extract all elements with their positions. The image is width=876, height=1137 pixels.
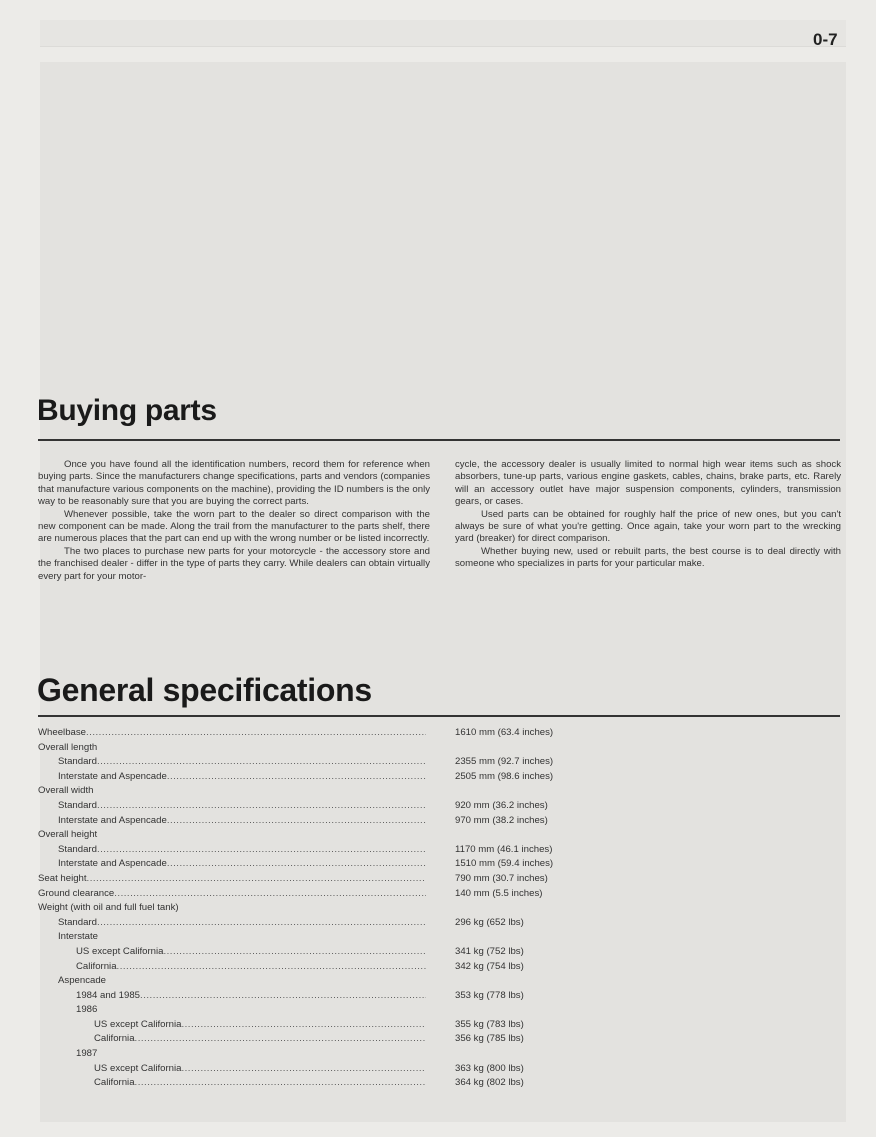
leader-dots [97, 755, 426, 770]
spec-label [38, 741, 426, 756]
spec-row [38, 960, 598, 975]
spec-label [38, 945, 426, 960]
spec-label-text: Aspencade [58, 975, 107, 987]
leader-dots [167, 857, 426, 872]
spec-value: 353 kg (778 lbs) [455, 989, 524, 1001]
leader-dots [97, 799, 426, 814]
paragraph: cycle, the accessory dealer is usually limited to normal high wear items such as shock absorbers, tune-up parts, various engine gaskets, cables, chains, brake parts, etc. Rarely will an accessory outlet have major suspension components, cylinders, transmission gears, or cases. [455, 459, 841, 508]
page-number: 0-7 [813, 30, 838, 49]
buying-parts-heading: Buying parts [37, 394, 217, 427]
spec-label [38, 960, 426, 975]
spec-row [38, 930, 598, 945]
spec-label-text: Interstate and Aspencade [58, 770, 167, 782]
spec-row [38, 945, 598, 960]
leader-dots [97, 916, 426, 931]
spec-row [38, 887, 598, 902]
spec-value: 363 kg (800 lbs) [455, 1062, 524, 1074]
leader-dots [86, 726, 426, 741]
leader-dots [117, 960, 426, 975]
spec-label [38, 916, 426, 931]
spec-value: 1170 mm (46.1 inches) [455, 843, 553, 855]
spec-label-text: Standard [58, 756, 97, 768]
paragraph: Once you have found all the identification numbers, record them for reference when buying parts. Since the manufacturers change specifications, parts and vendors (companies that manufacture various components on the machine), providing the ID numbers is the only way to be reasonably sure that you are buying the correct parts. [38, 459, 430, 508]
leader-dots [181, 1062, 426, 1077]
spec-label-text: Interstate and Aspencade [58, 814, 167, 826]
leader-dots [135, 1076, 426, 1091]
spec-label-text: 1984 and 1985 [76, 989, 141, 1001]
spec-value: 920 mm (36.2 inches) [455, 799, 548, 811]
spec-label [38, 1032, 426, 1047]
spec-value: 2505 mm (98.6 inches) [455, 770, 554, 782]
spec-row [38, 989, 598, 1004]
leader-dots [181, 1018, 426, 1033]
leader-dots [167, 770, 426, 785]
spec-row [38, 843, 598, 858]
spec-label [38, 989, 426, 1004]
spec-value: 341 kg (752 lbs) [455, 945, 524, 957]
spec-label [38, 1062, 426, 1077]
spec-label-text: Interstate and Aspencade [58, 858, 167, 870]
spec-row [38, 1062, 598, 1077]
spec-label [38, 1076, 426, 1091]
leader-dots [97, 843, 426, 858]
spec-row [38, 726, 598, 741]
spec-label-text: 1986 [76, 1004, 98, 1016]
spec-row [38, 741, 598, 756]
spec-row [38, 814, 598, 829]
spec-label-text: Seat height [38, 872, 87, 884]
spec-label [38, 843, 426, 858]
paragraph: The two places to purchase new parts for your motorcycle - the accessory store and the franchised dealer - differ in the type of parts they carry. While dealers can obtain virtually every part for your motor- [38, 545, 430, 582]
spec-label-text: Wheelbase [38, 727, 86, 738]
spec-row [38, 1003, 598, 1018]
spec-value: 790 mm (30.7 inches) [455, 872, 548, 884]
spec-value: 1610 mm (63.4 inches) [455, 727, 554, 738]
spec-row [38, 828, 598, 843]
spec-value: 296 kg (652 lbs) [455, 916, 524, 928]
show-through-header-band [40, 20, 846, 47]
leader-dots [163, 945, 426, 960]
leader-dots [167, 814, 426, 829]
spec-label-text: Standard [58, 799, 97, 811]
heading-rule [38, 715, 840, 717]
spec-row [38, 872, 598, 887]
spec-value: 342 kg (754 lbs) [455, 960, 524, 972]
spec-label-text: Weight (with oil and full fuel tank) [38, 902, 179, 914]
spec-row [38, 857, 598, 872]
spec-value: 355 kg (783 lbs) [455, 1018, 524, 1030]
spec-label [38, 857, 426, 872]
spec-row [38, 755, 598, 770]
spec-label-text: Overall width [38, 785, 94, 797]
spec-row [38, 799, 598, 814]
paragraph: Whether buying new, used or rebuilt parts, the best course is to deal directly with someone who specializes in parts for your particular make. [455, 545, 841, 570]
leader-dots [114, 887, 426, 902]
paragraph: Whenever possible, take the worn part to the dealer so direct comparison with the new component can be made. Along the trail from the manufacturer to the parts shelf, there are numerous places that the part can end up with the wrong number or be listed incorrectly. [38, 508, 430, 545]
spec-label [38, 814, 426, 829]
spec-label [38, 1003, 426, 1018]
spec-label [38, 887, 426, 902]
spec-label-text: US except California [76, 945, 164, 957]
leader-dots [135, 1032, 426, 1047]
spec-row [38, 1076, 598, 1091]
spec-value: 140 mm (5.5 inches) [455, 887, 543, 899]
specifications-table [38, 726, 598, 1091]
spec-value: 2355 mm (92.7 inches) [455, 756, 554, 768]
spec-value: 1510 mm (59.4 inches) [455, 858, 554, 870]
spec-label [38, 784, 426, 799]
spec-row [38, 916, 598, 931]
spec-row [38, 1018, 598, 1033]
spec-label-text: Overall length [38, 741, 98, 753]
spec-row [38, 901, 598, 916]
spec-row [38, 1032, 598, 1047]
spec-value: 356 kg (785 lbs) [455, 1033, 524, 1045]
spec-label [38, 799, 426, 814]
spec-label [38, 901, 426, 916]
spec-label [38, 1047, 426, 1062]
spec-label-text: California [94, 1033, 135, 1045]
spec-row [38, 1047, 598, 1062]
spec-label-text: US except California [94, 1018, 182, 1030]
spec-label [38, 872, 426, 887]
spec-label-text: Standard [58, 843, 97, 855]
leader-dots [140, 989, 426, 1004]
spec-label-text: US except California [94, 1062, 182, 1074]
spec-row [38, 770, 598, 785]
spec-value: 970 mm (38.2 inches) [455, 814, 548, 826]
spec-label-text: California [94, 1077, 135, 1089]
spec-label [38, 755, 426, 770]
buying-parts-right-column [455, 459, 841, 571]
spec-label-text: Ground clearance [38, 887, 115, 899]
spec-label [38, 828, 426, 843]
spec-row [38, 974, 598, 989]
spec-value: 364 kg (802 lbs) [455, 1077, 524, 1089]
leader-dots [87, 872, 426, 887]
heading-rule [38, 439, 840, 441]
spec-label [38, 726, 426, 741]
spec-row [38, 784, 598, 799]
spec-label-text: California [76, 960, 117, 972]
spec-label-text: Interstate [58, 931, 98, 943]
spec-label [38, 770, 426, 785]
spec-label [38, 930, 426, 945]
buying-parts-left-column [38, 459, 430, 583]
spec-label [38, 1018, 426, 1033]
spec-label-text: 1987 [76, 1048, 98, 1060]
spec-label [38, 974, 426, 989]
paragraph: Used parts can be obtained for roughly half the price of new ones, but you can't always be sure of what you're getting. Once again, take your worn part to the wrecking yard (breaker) for direct comparison. [455, 508, 841, 545]
spec-label-text: Overall height [38, 829, 98, 841]
general-specifications-heading: General specifications [37, 672, 372, 708]
spec-label-text: Standard [58, 916, 97, 928]
